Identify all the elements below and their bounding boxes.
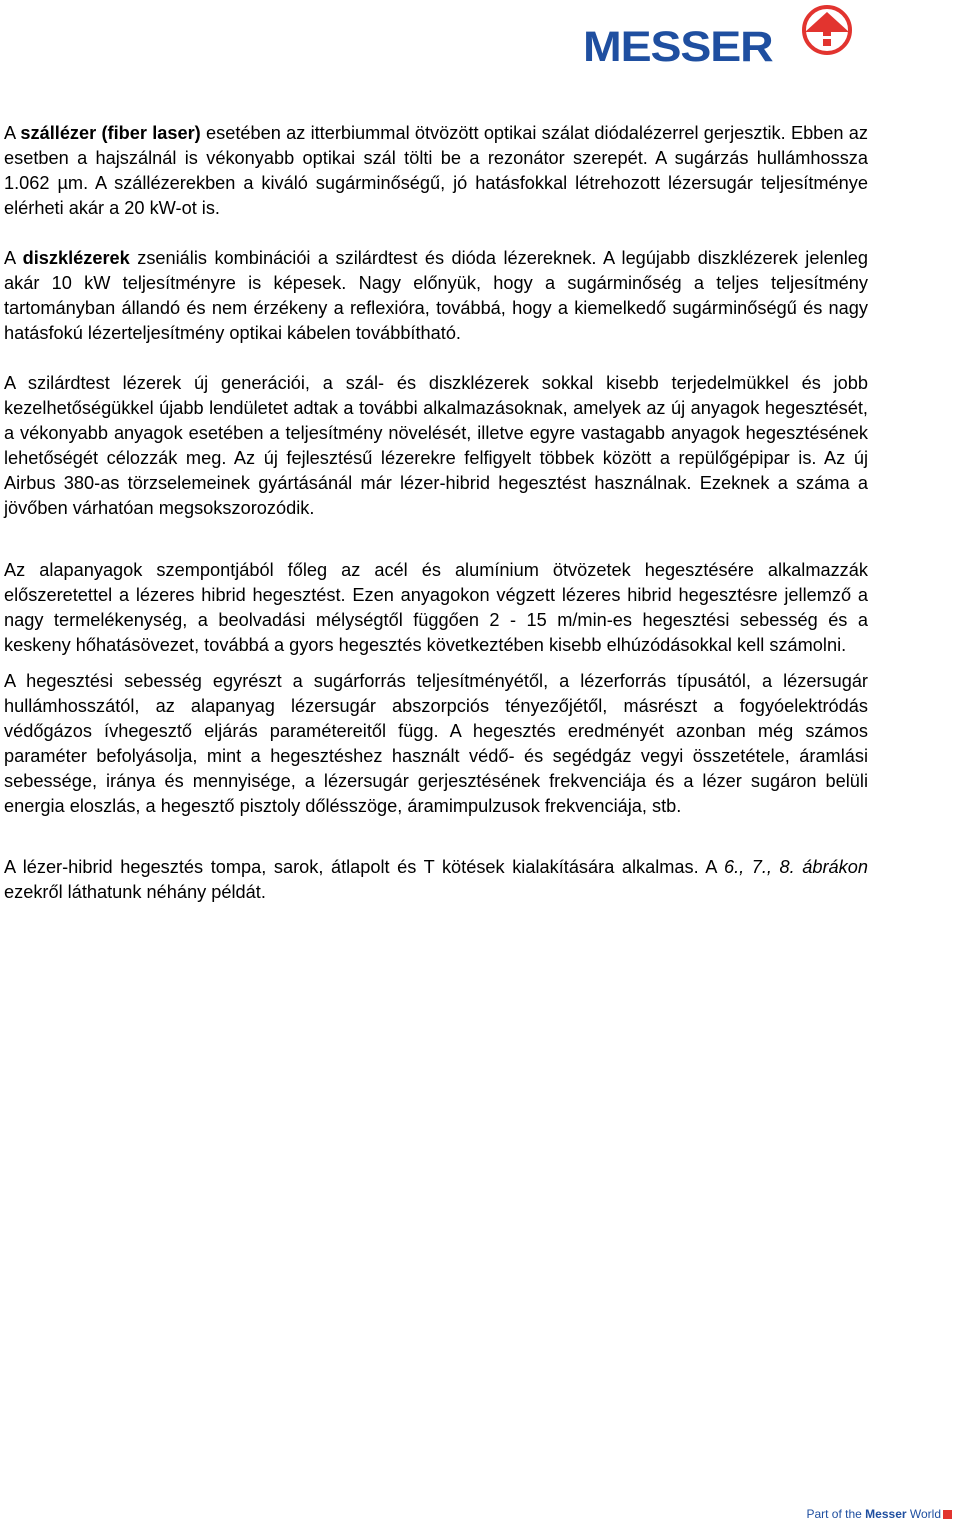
document-body bbox=[4, 121, 868, 905]
footer-square-icon bbox=[943, 1510, 952, 1519]
logo-wordmark: MESSER bbox=[583, 23, 773, 71]
text-run: esetében az itterbiummal ötvözött optikai szálat diódalézerrel gerjesztik. Ebben az esetben a hajszálnál is vékonyabb optikai szál tölti be a rezonátor szerepét. A sugárzás hullámhossza 1.062 µm. A szállézerekben a kiváló sugárminőségű, jó hatásfokkal létrehozott lézersugár teljesítménye elérheti akár a 20 kW-ot is. bbox=[4, 123, 868, 218]
text-run: A bbox=[4, 123, 21, 143]
paragraph-disk-laser bbox=[4, 246, 868, 346]
text-run: A bbox=[4, 248, 23, 268]
messer-emblem-icon bbox=[801, 4, 853, 56]
paragraph-new-generations: A szilárdtest lézerek új generációi, a szál- és diszklézerek sokkal kisebb terjedelmükkel és jobb kezelhetőségükkel újabb lendületet adtak a további alkalmazásoknak, amelyek az új anyagok hegesztését, a vékonyabb anyagok esetében a teljesítmény növelését, illetve egyre vastagabb anyagok hegesztésének lehetőségét célozzák meg. Az új fejlesztésű lézerekre felfigyelt többek között a repülőgépipar is. Az új Airbus 380-as törzselemeinek gyártásánál már lézer-hibrid hegesztést használnak. Ezeknek a száma a jövőben várhatóan megsokszorozódik. bbox=[4, 373, 868, 518]
footer-brand: Messer bbox=[865, 1507, 907, 1521]
paragraph-welding-speed: A hegesztési sebesség egyrészt a sugárforrás teljesítményétől, a lézerforrás típusától, a lézersugár hullámhosszától, az alapanyag lézersugár abszorpciós tényezőjétől, másrészt a fogyóelektródás védőgázos ívhegesztő eljárás paramétereitől függ. A hegesztés eredményét azonban még számos paraméter befolyásolja, mint a hegesztéshez használt védő- és segédgáz vegyi összetétele, áramlási sebessége, iránya és mennyisége, a lézersugár gerjesztésének frekvenciája és a lézer sugáron belüli energia eloszlás, a hegesztő pisztoly dőlésszöge, áramimpulzusok frekvenciája, stb. bbox=[4, 671, 868, 816]
text-run: zseniális kombinációi a szilárdtest és dióda lézereknek. A legújabb diszklézerek jelenleg akár 10 kW teljesítményre is képesek. Nagy előnyük, hogy a sugárminőség a teljes teljesítmény tartományban állandó és nem érzékeny a reflexióra, továbbá, hogy a kiemelkedő sugárminőségű és nagy hatásfokú lézerteljesítmény optikai kábelen továbbítható. bbox=[4, 248, 868, 343]
footer-text: Part of the bbox=[806, 1507, 866, 1521]
paragraph-base-materials: Az alapanyagok szempontjából főleg az acél és alumínium ötvözetek hegesztésére alkalmazzák előszeretettel a lézeres hibrid hegesztést. Ezen anyagokon végzett lézeres hibrid hegesztésre jellemző a nagy termelékenység, a beolvadási mélységtől függően 2 - 15 m/min-es hegesztési sebesség és a keskeny hőhatásövezet, továbbá a gyors hegesztés következtében kisebb elhúzódásokkal kell számolni. bbox=[4, 560, 868, 655]
term-disk-laser: diszklézerek bbox=[22, 248, 130, 268]
text-run: A lézer-hibrid hegesztés tompa, sarok, átlapolt és T kötések kialakítására alkalmas. A bbox=[4, 857, 724, 877]
text-run: ezekről láthatunk néhány példát. bbox=[4, 882, 266, 902]
paragraph-fiber-laser bbox=[4, 121, 868, 221]
paragraph-joint-types bbox=[4, 855, 868, 905]
footer-text: World bbox=[906, 1507, 941, 1521]
figure-reference: 6., 7., 8. ábrákon bbox=[723, 857, 868, 877]
footer-tagline bbox=[806, 1506, 952, 1522]
messer-logo bbox=[583, 4, 855, 70]
term-fiber-laser: szállézer (fiber laser) bbox=[20, 123, 201, 143]
